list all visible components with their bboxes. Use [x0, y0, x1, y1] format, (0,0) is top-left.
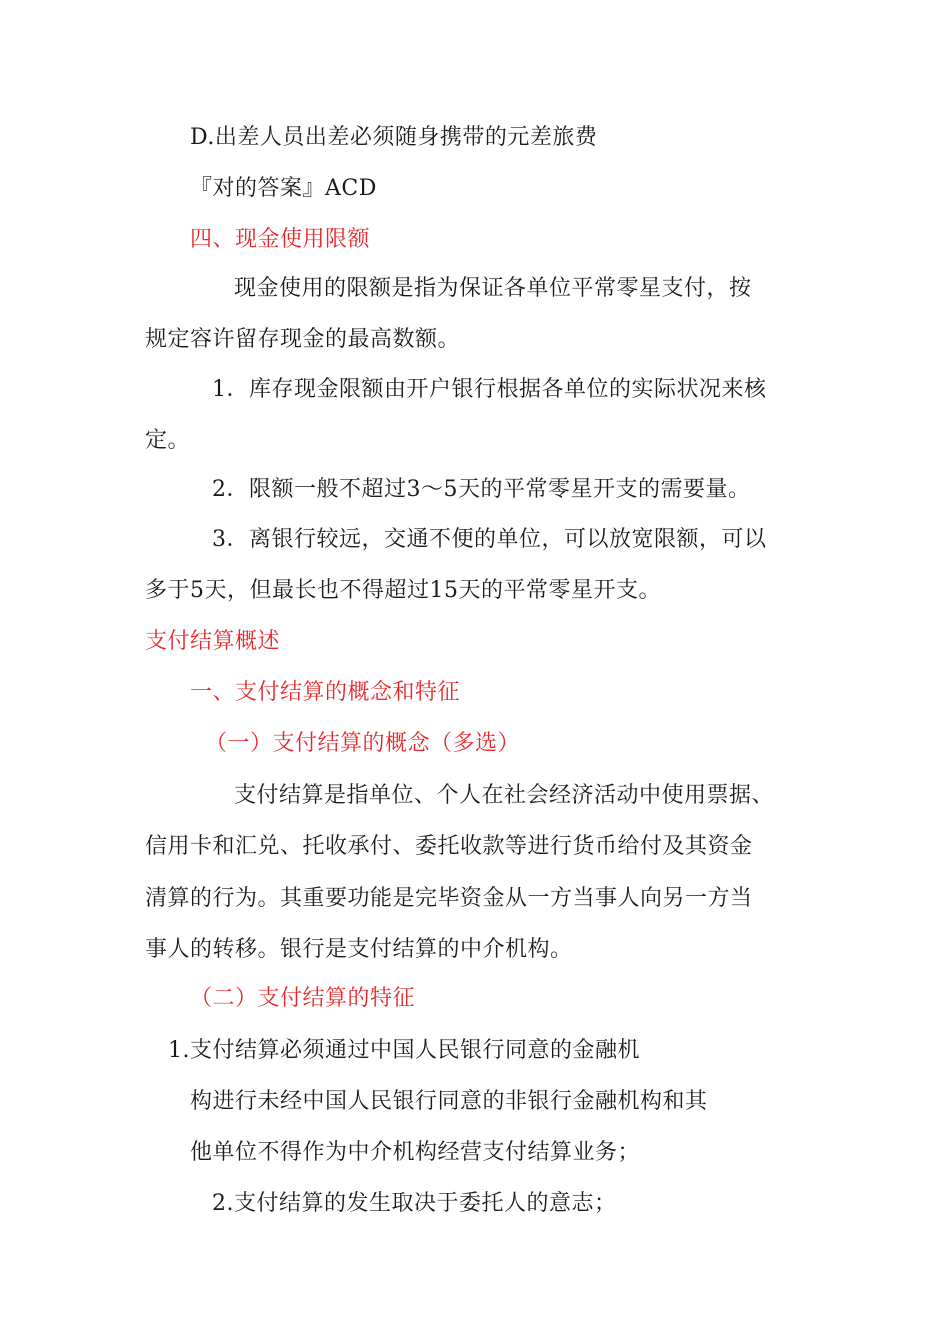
- feature-item-1-line: 他单位不得作为中介机构经营支付结算业务；: [190, 1140, 641, 1165]
- feature-item-1-line: 1.支付结算必须通过中国人民银行同意的金融机: [168, 1038, 640, 1063]
- list-item-1-line: 1．库存现金限额由开户银行根据各单位的实际状况来核: [212, 377, 767, 402]
- answer-text: 『对的答案』ACD: [190, 176, 377, 201]
- chapter-heading-payment-settlement: 支付结算概述: [145, 629, 281, 654]
- subsection-heading-features: （二）支付结算的特征: [190, 986, 416, 1011]
- list-item-3-line: 多于5天，但最长也不得超过15天的平常零星开支。: [145, 578, 661, 603]
- paragraph-line: 信用卡和汇兑、托收承付、委托收款等进行货币给付及其资金: [145, 834, 753, 859]
- subsection-heading-concept: （一）支付结算的概念（多选）: [205, 731, 521, 756]
- paragraph-line: 支付结算是指单位、个人在社会经济活动中使用票据、: [234, 783, 775, 808]
- section-heading-cash-limit: 四、现金使用限额: [190, 227, 371, 252]
- paragraph-line: 事人的转移。银行是支付结算的中介机构。: [145, 937, 573, 962]
- list-item-2-line: 2．限额一般不超过3～5天的平常零星开支的需要量。: [212, 477, 751, 502]
- list-item-1-line: 定。: [145, 428, 191, 453]
- feature-item-1-line: 构进行未经中国人民银行同意的非银行金融机构和其: [190, 1089, 708, 1114]
- section-heading-concept-features: 一、支付结算的概念和特征: [190, 680, 461, 705]
- option-d-text: D.出差人员出差必须随身携带的元差旅费: [190, 125, 598, 150]
- list-item-3-line: 3．离银行较远，交通不便的单位，可以放宽限额，可以: [212, 527, 767, 552]
- paragraph-line: 清算的行为。其重要功能是完毕资金从一方当事人向另一方当: [145, 886, 753, 911]
- feature-item-2-line: 2.支付结算的发生取决于委托人的意志；: [212, 1191, 617, 1216]
- paragraph-line: 规定容许留存现金的最高数额。: [145, 327, 461, 352]
- paragraph-line: 现金使用的限额是指为保证各单位平常零星支付，按: [234, 276, 752, 301]
